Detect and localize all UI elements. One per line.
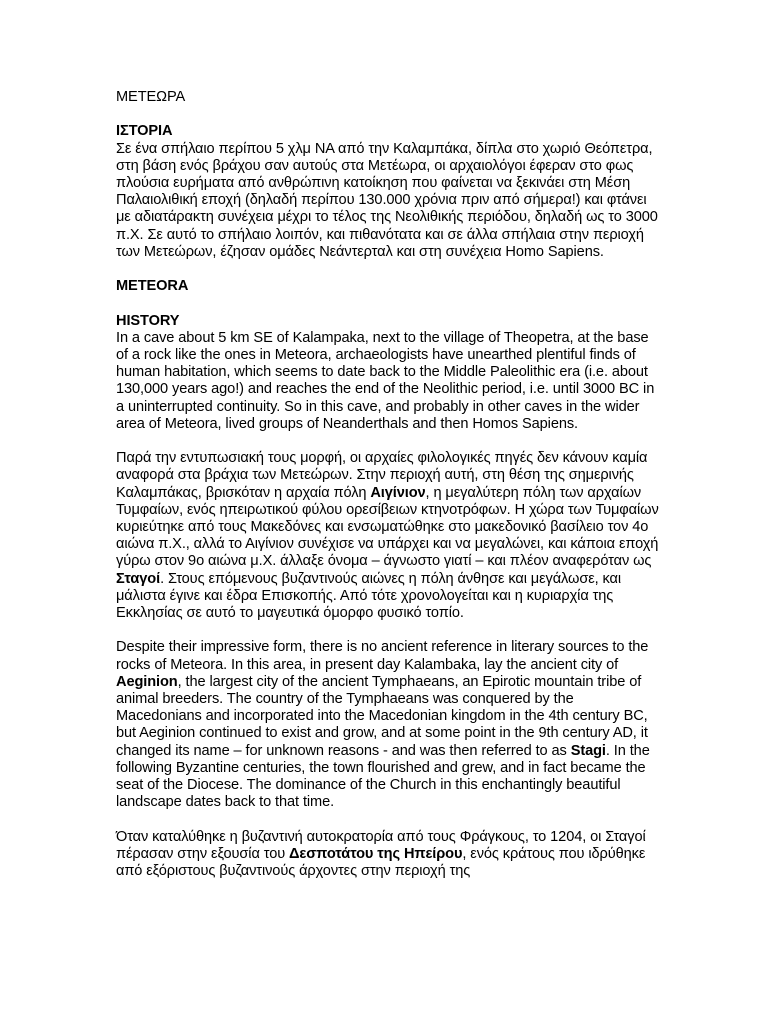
bold-term-aeginion: Aeginion (116, 673, 178, 690)
bold-term-despotate: Δεσποτάτου της Ηπείρου (289, 845, 463, 862)
text-run: Despite their impressive form, there is no ancient reference in literary sources to the rocks of Meteora. In this area, in present day Kalambaka, lay the ancient city of (116, 639, 649, 673)
bold-term-aiginion: Αιγίνιον (370, 484, 426, 501)
text-run: Παρά την εντυπωσιακή τους μορφή, οι αρχαίες φιλολογικές πηγές δεν κάνουν καμία αναφορά στα βράχια των Μετεώρων. Στην περιοχή αυτή, στη θέση της σημερινής Καλαμπάκας, βρισκόταν η αρχαία πόλη (116, 450, 648, 501)
text-run: , ενός κράτους που ιδρύθηκε από εξόριστους βυζαντινούς άρχοντες στην περιοχή της (116, 845, 646, 880)
text-run: , the largest city of the ancient Tymphaeans, an Epirotic mountain tribe of animal breeders. The country of the Tymphaeans was conquered by the Macedonians and incorporated into the Macedonian kingdom in the 4th century BC, but Aeginion continued to exist and grow, and at some point in the 9th century AD, it changed its name – for unknown reasons - and was then referred to as (116, 673, 648, 759)
title-greek: ΜΕΤΕΩΡΑ (116, 89, 186, 105)
history-paragraph-english: In a cave about 5 km SE of Kalampaka, next to the village of Theopetra, at the base of a rock like the ones in Meteora, archaeologists have unearthed plentiful finds of human habitation, which seems to date back to the Middle Paleolithic era (i.e. about 130,000 years ago!) and reaches the end of the Neolithic period, i.e. until 3000 BC in a uninterrupted continuity. So in this cave, and probably in other caves in the wider area of Meteora, lived groups of Neanderthals and then Homos Sapiens. (116, 329, 655, 432)
aeginion-paragraph-english (116, 639, 661, 811)
history-heading-english: HISTORY (116, 312, 180, 329)
history-paragraph-greek: Σε ένα σπήλαιο περίπου 5 χλμ ΝΑ από την Καλαμπάκα, δίπλα στο χωριό Θεόπετρα, στη βάση ενός βράχου σαν αυτούς στα Μετέωρα, οι αρχαιολόγοι έφεραν στο φως πλούσια ευρήματα από ανθρώπινη κατοίκηση που φαίνεται να ξεκινάει στη Μέση Παλαιολιθική εποχή (δηλαδή περίπου 130.000 χρόνια πριν από σήμερα!) και φτάνει με αδιατάρακτη συνέχεια μέχρι το τέλος της Νεολιθικής περιόδου, δηλαδή ως το 3000 π.Χ. Σε αυτό το σπήλαιο λοιπόν, και πιθανότατα και σε άλλα σπήλαια στην περιοχή των Μετεώρων, έζησαν ομάδες Νεάντερταλ και στη συνέχεια Homo Sapiens. (116, 140, 658, 260)
text-run: . Στους επόμενους βυζαντινούς αιώνες η πόλη άνθησε και μεγάλωσε, και μάλιστα έγινε και έδρα Επισκοπής. Από τότε χρονολογείται και η κυριαρχία της Εκκλησίας σε αυτό το μαγευτικά όμορφο φυσικό τοπίο. (116, 570, 622, 622)
despotate-paragraph-greek (116, 829, 661, 881)
bold-term-stagi: Stagi (570, 742, 606, 759)
text-run: . In the following Byzantine centuries, the town flourished and grew, and in fact became the seat of the Diocese. The dominance of the Church in this enchantingly beautiful landscape dates back to that time. (116, 742, 650, 811)
bold-term-stagoi: Σταγοί (116, 570, 161, 587)
document-page (116, 89, 661, 880)
title-english: METEORA (116, 278, 189, 295)
text-run: , η μεγαλύτερη πόλη των αρχαίων Τυμφαίων, ενός ηπειρωτικού φύλου ορεσίβειων κτηνοτρόφων. Η χώρα των Τυμφαίων κυριεύτηκε από τους Μακεδόνες και ενσωματώθηκε στο μακεδονικό βασίλειο τον 4ο αιώνα π.Χ., αλλά το Αιγίνιον συνέχισε να υπάρχει και να μεγαλώνει, και κάποια εποχή γύρω στον 9ο αιώνα μ.Χ. άλλαξε όνομα – άγνωστο γιατί – και πλέον αναφερόταν ως (116, 484, 659, 570)
history-heading-greek: ΙΣΤΟΡΙΑ (116, 123, 173, 140)
aeginion-paragraph-greek (116, 450, 661, 622)
text-run: Όταν καταλύθηκε η βυζαντινή αυτοκρατορία από τους Φράγκους, το 1204, οι Σταγοί πέρασαν στην εξουσία του (116, 828, 646, 862)
